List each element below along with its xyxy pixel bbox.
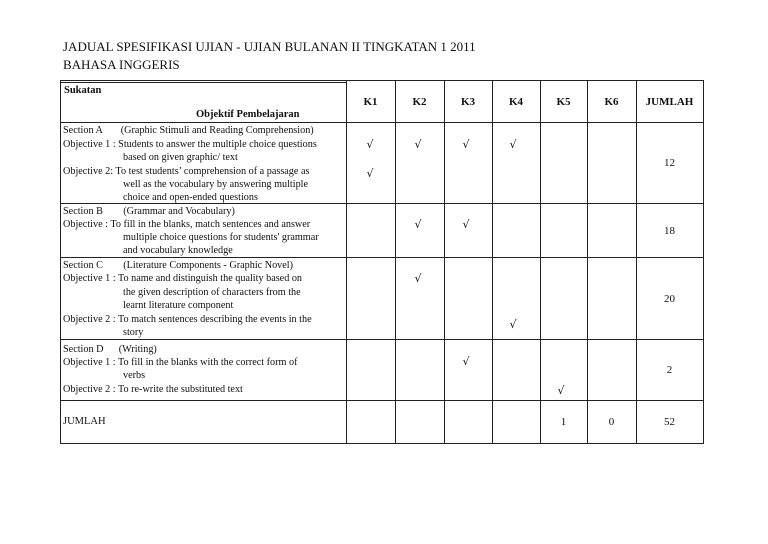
section-c-line: story xyxy=(123,327,144,338)
section-d-line: Objective 1 : To fill in the blanks with the correct form of xyxy=(63,357,298,368)
section-a-line: choice and open-ended questions xyxy=(123,192,258,203)
check-mark: √ xyxy=(509,318,517,331)
section-d-line: Objective 2 : To re-write the substituted text xyxy=(63,384,243,395)
check-mark: √ xyxy=(462,138,470,151)
section-b-line: and vocabulary knowledge xyxy=(123,245,233,256)
jumlah-section-d: 2 xyxy=(666,364,673,376)
section-c-line: learnt literature component xyxy=(123,300,234,311)
check-mark: √ xyxy=(366,167,374,180)
document-subtitle: BAHASA INGGERIS xyxy=(63,57,180,72)
section-a-heading: Section A (Graphic Stimuli and Reading Comprehension) xyxy=(63,125,314,136)
jumlah-section-a: 12 xyxy=(664,157,675,169)
section-a-line: based on given graphic/ text xyxy=(123,152,238,163)
jumlah-section-b: 18 xyxy=(664,225,675,237)
header-k3: K3 xyxy=(460,96,476,108)
check-mark: √ xyxy=(509,138,517,151)
section-a-line: well as the vocabulary by answering multiple xyxy=(123,179,309,190)
check-mark: √ xyxy=(462,355,470,368)
total-k6: 0 xyxy=(608,416,615,428)
header-sukatan: Sukatan xyxy=(64,85,102,96)
section-b-heading: Section B (Grammar and Vocabulary) xyxy=(63,206,235,217)
header-k6: K6 xyxy=(604,96,619,108)
header-k4: K4 xyxy=(508,96,524,108)
header-jumlah: JUMLAH xyxy=(645,96,694,108)
section-a-line: Objective 2: To test students’ comprehension of a passage as xyxy=(63,166,310,177)
check-mark: √ xyxy=(414,138,422,151)
total-jumlah: 52 xyxy=(664,416,675,428)
header-objektif: Objektif Pembelajaran xyxy=(196,109,300,120)
section-c-heading: Section C (Literature Components - Graphic Novel) xyxy=(63,260,294,271)
section-c-line: the given description of characters from the xyxy=(123,287,301,298)
check-mark: √ xyxy=(366,138,374,151)
check-mark: √ xyxy=(414,218,422,231)
check-mark: √ xyxy=(462,218,470,231)
section-d-heading: Section D (Writing) xyxy=(63,344,157,355)
jumlah-section-c: 20 xyxy=(664,293,675,305)
check-mark: √ xyxy=(414,272,422,285)
section-a-line: Objective 1 : Students to answer the multiple choice questions xyxy=(63,139,317,150)
total-k5: 1 xyxy=(560,416,567,428)
section-b-line: multiple choice questions for students' grammar xyxy=(123,232,319,243)
header-k1: K1 xyxy=(363,96,378,108)
section-b-line: Objective : To fill in the blanks, match sentences and answer xyxy=(63,219,311,230)
section-c-line: Objective 2 : To match sentences describing the events in the xyxy=(63,314,312,325)
check-mark: √ xyxy=(557,384,565,397)
section-c-line: Objective 1 : To name and distinguish the quality based on xyxy=(63,273,303,284)
header-k5: K5 xyxy=(556,96,571,108)
section-d-line: verbs xyxy=(123,370,146,381)
totals-label: JUMLAH xyxy=(63,416,106,427)
header-k2: K2 xyxy=(412,96,427,108)
document-title: JADUAL SPESIFIKASI UJIAN - UJIAN BULANAN II TINGKATAN 1 2011 xyxy=(63,39,476,54)
